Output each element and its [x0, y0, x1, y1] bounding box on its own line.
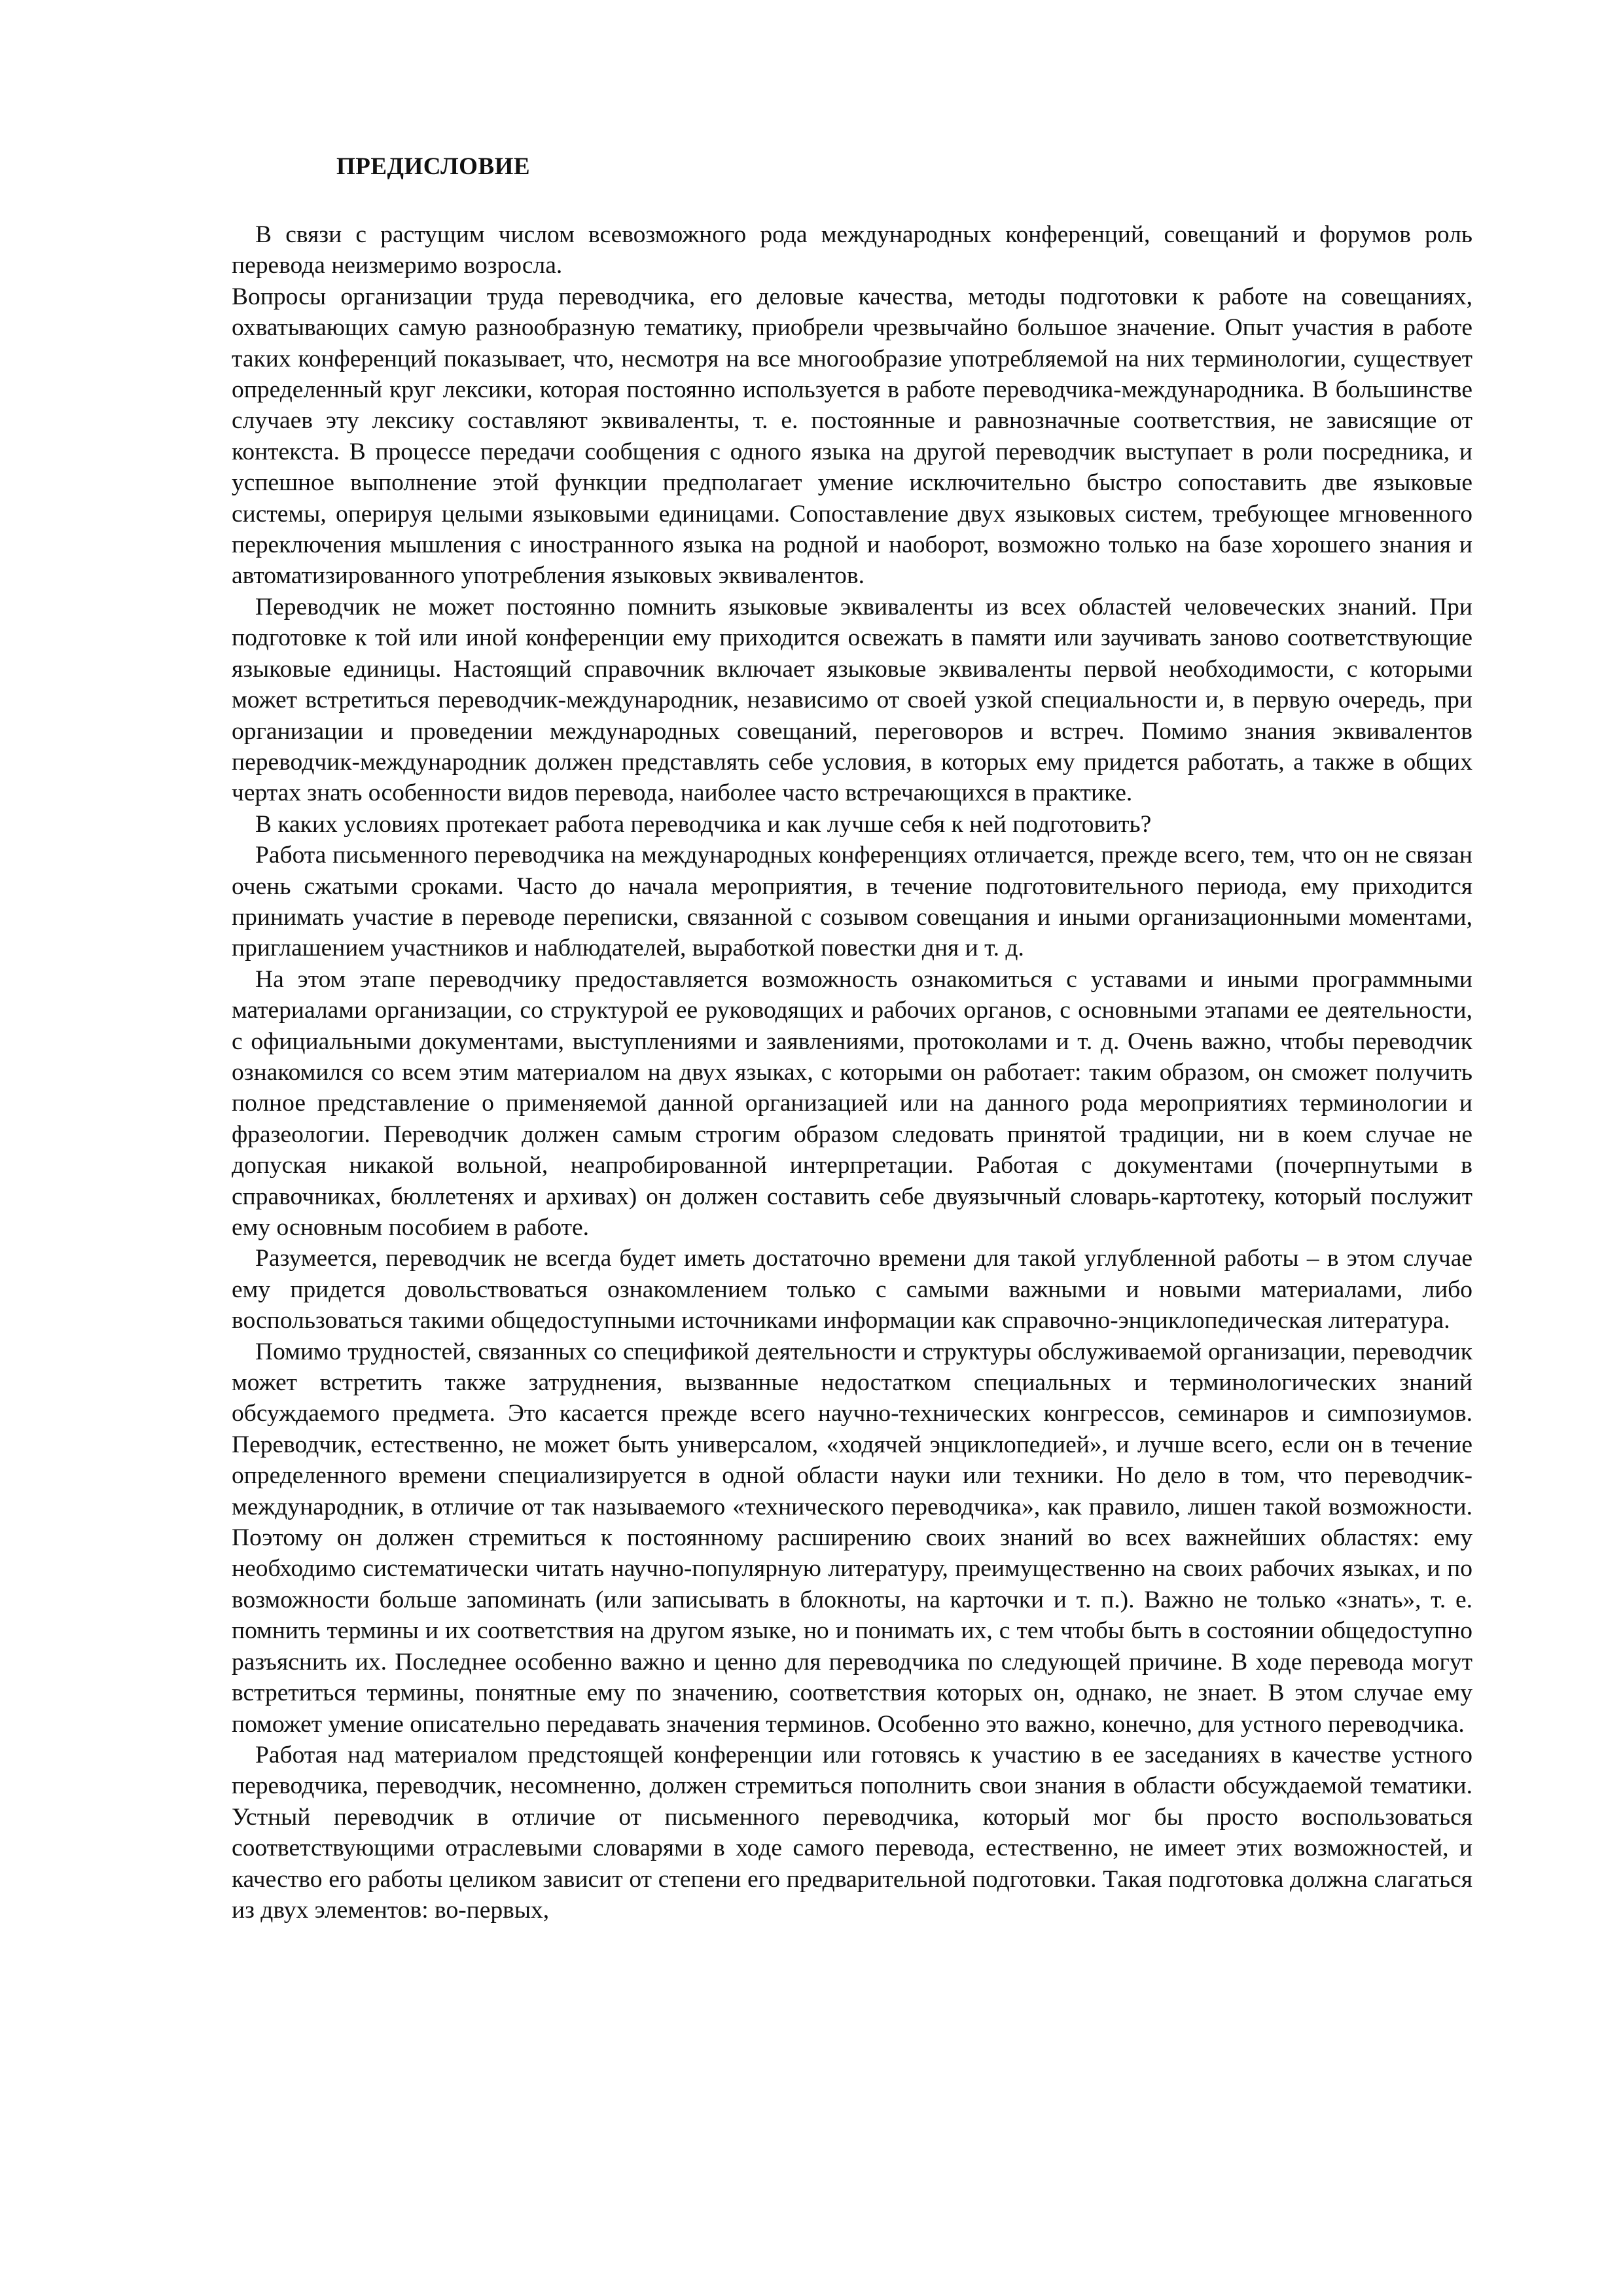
paragraph-organization: Вопросы организации труда переводчика, его деловые качества, методы подготовки к работе на совещаниях, охватывающих самую разнообразную тематику, приобрели чрезвычайно большое значение. Опыт участия в работе таких конференций показывает, что, несмотря на все многообразие употребляемой на них терминологии, существует определенный круг лексики, которая постоянно используется в работе переводчика-международника. В большинстве случаев эту лексику составляют эквиваленты, т. е. постоянные и равнозначные соответствия, не зависящие от контекста. В процессе передачи сообщения с одного языка на другой переводчик выступает в роли посредника, и успешное выполнение этой функции предполагает умение исключительно быстро сопоставить две языковые системы, оперируя целыми языковыми единицами. Сопоставление двух языковых систем, требующее мгновенного переключения мышления с иностранного языка на родной и наоборот, возможно только на базе хорошего знания и автоматизированного употребления языковых эквивалентов.	[232, 283, 1472, 590]
paragraph-question: В каких условиях протекает работа переводчика и как лучше себя к ней подготовить?	[255, 810, 1152, 838]
paragraph-equivalents: Переводчик не может постоянно помнить языковые эквиваленты из всех областей человеческих знаний. При подготовке к той или иной конференции ему приходится освежать в памяти или заучивать заново соответствующие языковые единицы. Настоящий справочник включает языковые эквиваленты первой необходимости, с которыми может встретиться переводчик-международник, независимо от своей узкой специальности и, в первую очередь, при организации и проведении международных совещаний, переговоров и встреч. Помимо знания эквивалентов переводчик-международник должен представлять себе условия, в которых ему придется работать, а также в общих чертах знать особенности видов перевода, наиболее часто встречающихся в практике.	[232, 593, 1472, 807]
paragraph-intro: В связи с растущим числом всевозможного рода международных конференций, совещаний и форумов роль перевода неизмеримо возросла.	[232, 221, 1472, 279]
paragraph-preparation-stage: На этом этапе переводчику предоставляется возможность ознакомиться с уставами и иными программными материалами организации, со структурой ее руководящих и рабочих органов, с основными этапами ее деятельности, с официальными документами, выступлениями и заявлениями, протоколами и т. д. Очень важно, чтобы переводчик ознакомился со всем этим материалом на двух языках, с которыми он работает: таким образом, он сможет получить полное представление о применяемой данной организацией или на данного рода мероприятиях терминологии и фразеологии. Переводчик должен самым строгим образом следовать принятой традиции, ни в коем случае не допуская никакой вольной, неапробированной интерпретации. Работая с документами (почерпнутыми в справочниках, бюллетенях и архивах) он должен составить себе двуязычный словарь-картотеку, который послужит ему основным пособием в работе.	[232, 965, 1472, 1241]
paragraph-oral-translator: Работая над материалом предстоящей конференции или готовясь к участию в ее заседаниях в качестве устного переводчика, переводчик, несомненно, должен стремиться пополнить свои знания в области обсуждаемой тематики. Устный переводчик в отличие от письменного переводчика, который мог бы просто воспользоваться соответствующими отраслевыми словарями в ходе самого перевода, естественно, не имеет этих возможностей, и качество его работы целиком зависит от степени его предварительной подготовки. Такая подготовка должна слагаться из двух элементов: во-первых,	[232, 1741, 1472, 1924]
paragraph-time-constraints: Разумеется, переводчик не всегда будет иметь достаточно времени для такой углубленной работы – в этом случае ему придется довольствоваться ознакомлением только с самыми важными и новыми материалами, либо воспользоваться такими общедоступными источниками информации как справочно-энциклопедическая литература.	[232, 1245, 1472, 1335]
paragraph-difficulties: Помимо трудностей, связанных со спецификой деятельности и структуры обслуживаемой организации, переводчик может встретить также затруднения, вызванные недостатком специальных и терминологических знаний обсуждаемого предмета. Это касается прежде всего научно-технических конгрессов, семинаров и симпозиумов. Переводчик, естественно, не может быть универсалом, «ходячей энциклопедией», и лучше всего, если он в течение определенного времени специализируется в одной области науки или техники. Но дело в том, что переводчик-международник, в отличие от так называемого «технического переводчика», как правило, лишен такой возможности. Поэтому он должен стремиться к постоянному расширению своих знаний во всех важнейших областях: ему необходимо систематически читать научно-популярную литературу, преимущественно на своих рабочих языках, и по возможности больше запоминать (или записывать в блокноты, на карточки и т. п.). Важно не только «знать», т. е. помнить термины и их соответствия на другом языке, но и понимать их, с тем чтобы быть в состоянии общедоступно разъяснить их. Последнее особенно важно и ценно для переводчика по следующей причине. В ходе перевода могут встретиться термины, понятные ему по значению, соответствия которых он, однако, не знает. В этом случае ему поможет умение описательно передавать значения терминов. Особенно это важно, конечно, для устного переводчика.	[232, 1338, 1472, 1738]
page-title: ПРЕДИСЛОВИЕ	[336, 153, 531, 180]
document-body	[232, 219, 1472, 1926]
paragraph-written-translator: Работа письменного переводчика на международных конференциях отличается, прежде всего, тем, что он не связан очень сжатыми сроками. Часто до начала мероприятия, в течение подготовительного периода, ему приходится принимать участие в переводе переписки, связанной с созывом совещания и иными организационными моментами, приглашением участников и наблюдателей, выработкой повестки дня и т. д.	[232, 842, 1472, 962]
